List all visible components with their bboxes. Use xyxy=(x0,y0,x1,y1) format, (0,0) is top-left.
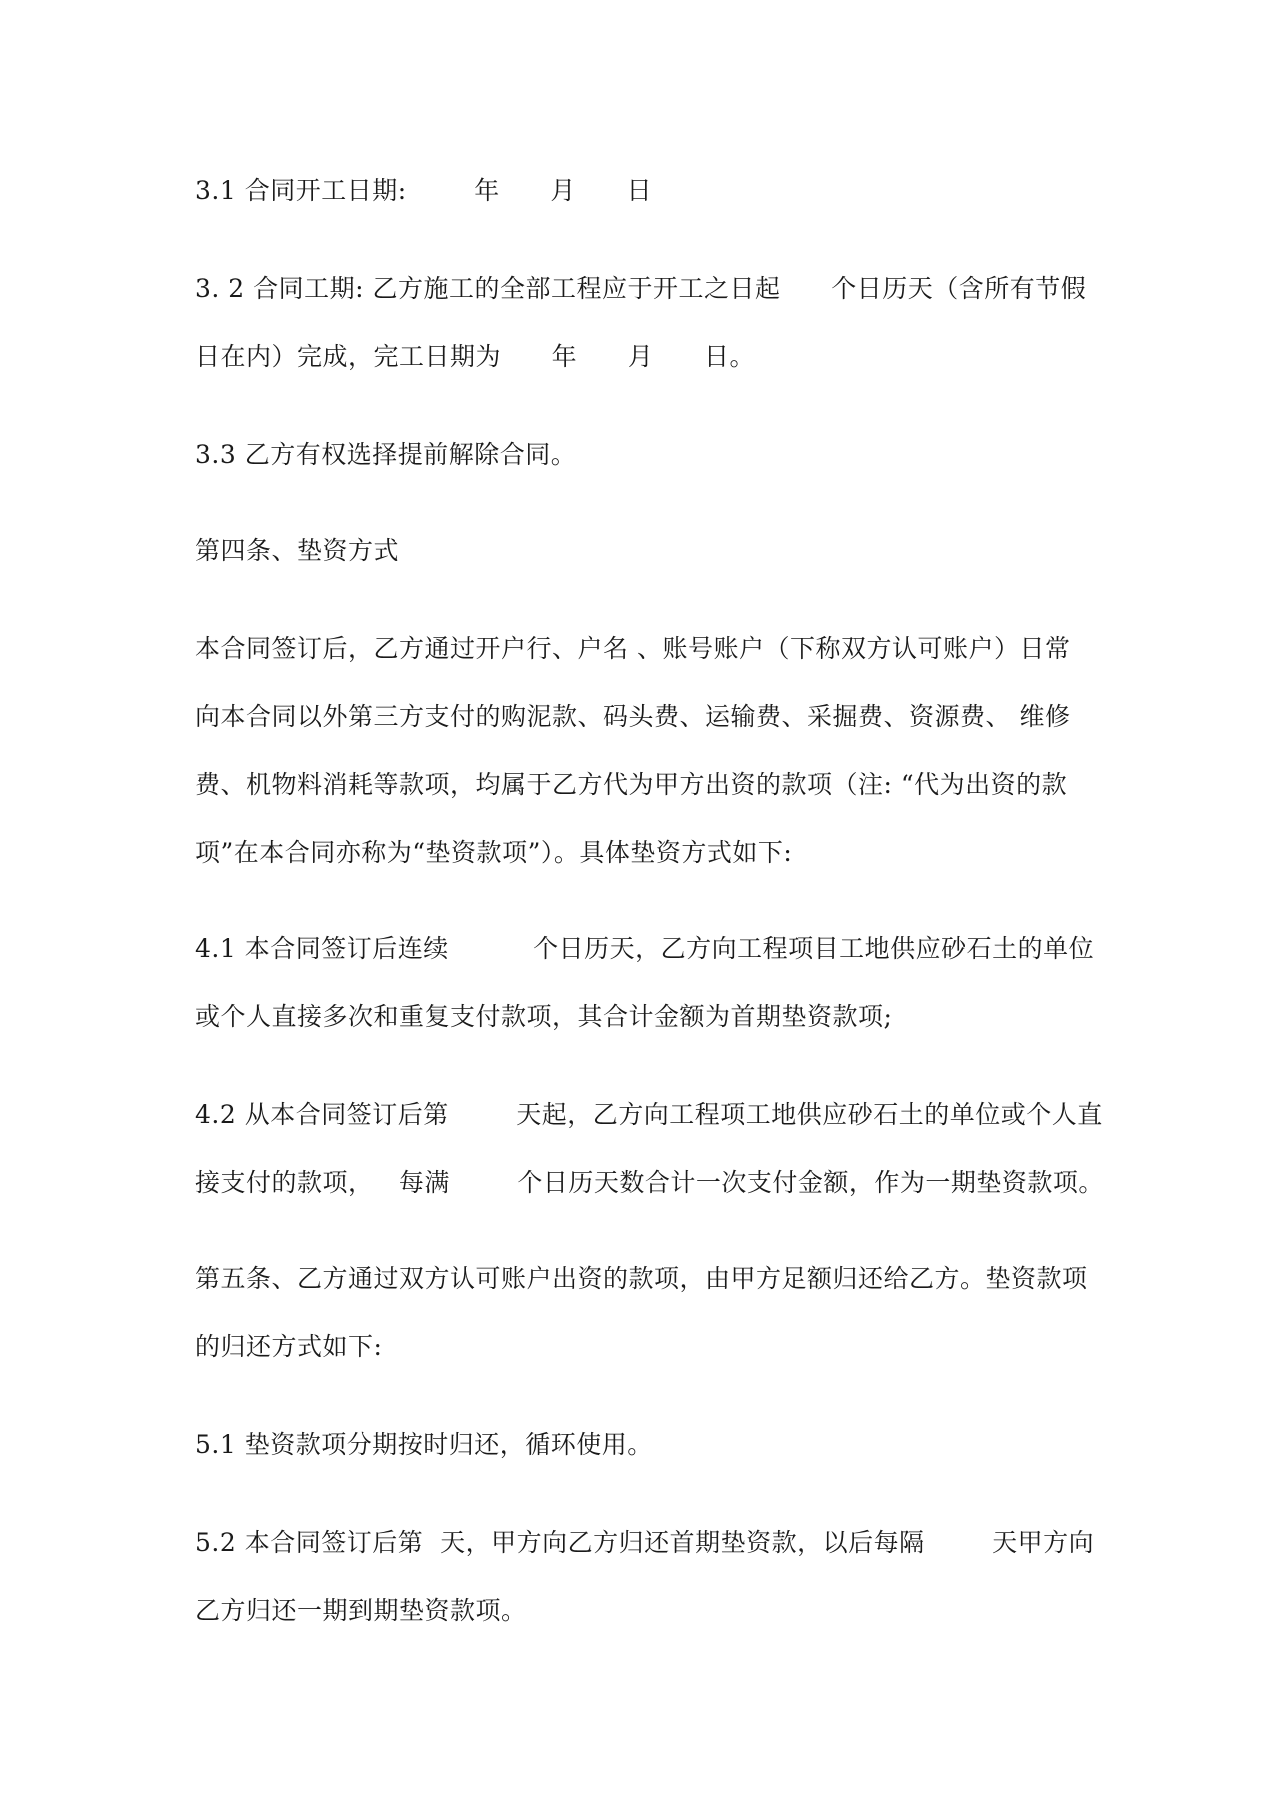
clause-3-3: 3.3 乙方有权选择提前解除合同。 xyxy=(195,440,577,469)
clause-5-2-line-1: 5.2 本合同签订后第 天，甲方向乙方归还首期垫资款，以后每隔 天甲方向 xyxy=(195,1528,1095,1557)
clause-4-1-line-2: 或个人直接多次和重复支付款项，其合计金额为首期垫资款项; xyxy=(195,1002,893,1031)
clause-3-2-line-1: 3. 2 合同工期: 乙方施工的全部工程应于开工之日起 个日历天（含所有节假 xyxy=(195,274,1087,303)
clause-5-1: 5.1 垫资款项分期按时归还，循环使用。 xyxy=(195,1430,653,1459)
article-5-line-2: 的归还方式如下: xyxy=(195,1332,383,1361)
article-4-para-line-3: 费、机物料消耗等款项，均属于乙方代为甲方出资的款项（注: “代为出资的款 xyxy=(195,770,1068,799)
article-4-para-line-2: 向本合同以外第三方支付的购泥款、码头费、运输费、采掘费、资源费、 维修 xyxy=(195,702,1071,731)
clause-4-1-line-1: 4.1 本合同签订后连续 个日历天，乙方向工程项目工地供应砂石土的单位 xyxy=(195,934,1095,963)
article-4-heading: 第四条、垫资方式 xyxy=(195,536,400,565)
clause-3-2-line-2: 日在内）完成，完工日期为 年 月 日。 xyxy=(195,342,756,371)
clause-4-2-line-1: 4.2 从本合同签订后第 天起，乙方向工程项工地供应砂石土的单位或个人直 xyxy=(195,1100,1103,1129)
article-5-line-1: 第五条、乙方通过双方认可账户出资的款项，由甲方足额归还给乙方。垫资款项 xyxy=(195,1264,1088,1293)
clause-3-1: 3.1 合同开工日期: 年 月 日 xyxy=(195,176,653,205)
clause-5-2-line-2: 乙方归还一期到期垫资款项。 xyxy=(195,1596,527,1625)
article-4-para-line-4: 项”在本合同亦称为“垫资款项”）。具体垫资方式如下: xyxy=(195,838,793,867)
article-4-para-line-1: 本合同签订后，乙方通过开户行、户名 、账号账户（下称双方认可账户）日常 xyxy=(195,634,1071,663)
clause-4-2-line-2: 接支付的款项， 每满 个日历天数合计一次支付金额，作为一期垫资款项。 xyxy=(195,1168,1104,1197)
